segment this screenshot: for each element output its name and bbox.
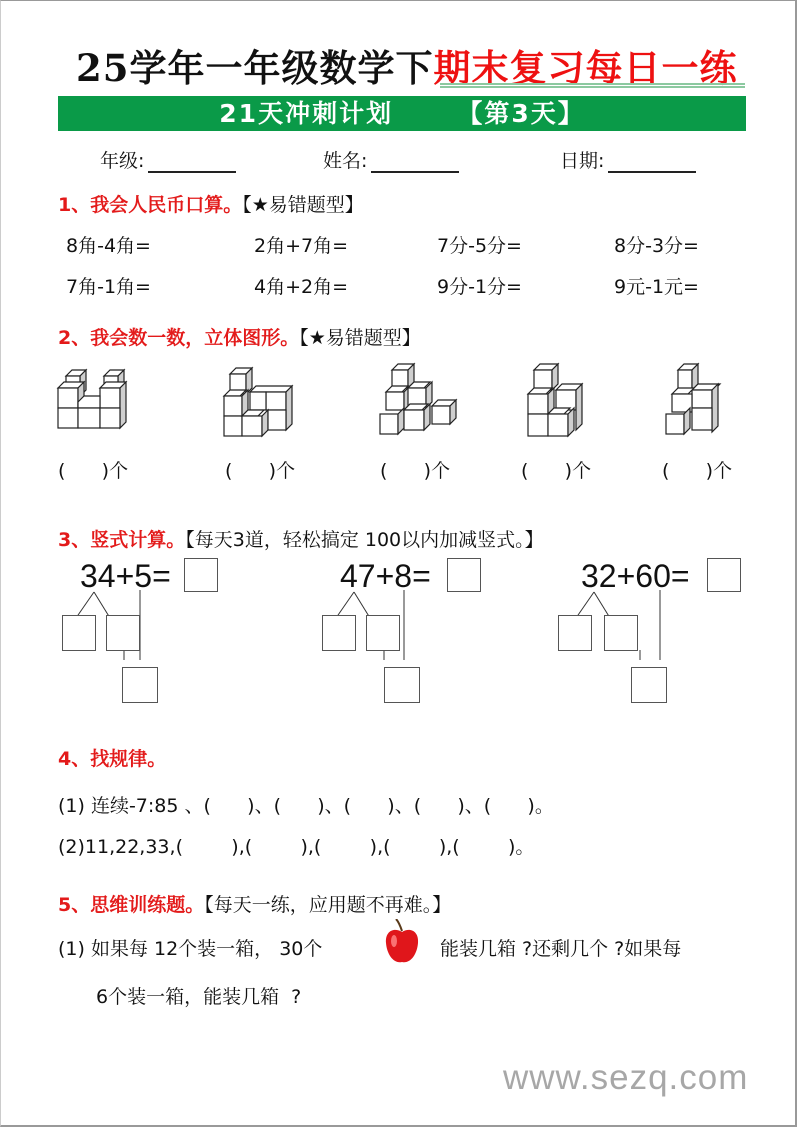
date-field[interactable]: [560, 146, 696, 173]
grade-label: 年级:: [100, 150, 145, 172]
answer-box-3[interactable]: [707, 558, 741, 592]
section-3-title: 3、竖式计算。【每天3道，轻松搞定 100以内加减竖式。】: [58, 529, 544, 551]
cube-count-answer-1[interactable]: ( )个: [58, 460, 129, 482]
split-box-2a[interactable]: [322, 615, 356, 651]
word-problem-line-2: 6个装一箱，能装几箱 ?: [96, 986, 302, 1008]
day-label: 【第3天】: [457, 99, 585, 128]
plan-banner-left: 21天冲刺计划: [219, 99, 394, 128]
section-1-title: 1、我会人民币口算。【★易错题型】: [58, 194, 364, 216]
split-box-1a[interactable]: [62, 615, 96, 651]
cube-count-answer-5[interactable]: ( )个: [662, 460, 733, 482]
title-main: 25学年一年级数学下: [76, 46, 434, 90]
vertical-calc-equation-2: 47+8=: [340, 558, 431, 594]
money-problem[interactable]: 7角-1角=: [66, 276, 151, 298]
pattern-question-1[interactable]: (1) 连续-7:85 、( )、( )、( )、( )、( )。: [58, 795, 554, 817]
worksheet-title: [76, 38, 738, 88]
section-3-tag: 【每天3道，轻松搞定 100以内加减竖式。】: [185, 529, 544, 551]
grade-field[interactable]: [100, 146, 236, 173]
money-problem[interactable]: 8分-3分=: [614, 235, 699, 257]
date-label: 日期:: [560, 150, 605, 172]
money-problem[interactable]: 7分-5分=: [437, 235, 522, 257]
section-2-title: 2、我会数一数，立体图形。【★易错题型】: [58, 327, 421, 349]
plan-banner: [58, 96, 746, 131]
section-2-tag: 【★易错题型】: [299, 327, 421, 349]
money-problem[interactable]: 2角+7角=: [254, 235, 349, 257]
answer-box-1[interactable]: [184, 558, 218, 592]
title-underline: [440, 83, 745, 88]
cube-stack-4-icon: [526, 360, 592, 444]
money-problem[interactable]: 4角+2角=: [254, 276, 349, 298]
name-label: 姓名:: [323, 150, 368, 172]
pattern-question-2[interactable]: (2)11,22,33,( ),( ),( ),( ),( )。: [58, 836, 535, 858]
cube-stack-1-icon: [56, 362, 146, 444]
vertical-calc-equation-3: 32+60=: [581, 558, 690, 594]
section-5-title: 5、思维训练题。【每天一练，应用题不再难。】: [58, 894, 452, 916]
cube-count-answer-3[interactable]: ( )个: [380, 460, 451, 482]
title-highlight: 期末复习每日一练: [433, 46, 738, 90]
split-box-3a[interactable]: [558, 615, 592, 651]
vertical-calc-equation-1: 34+5=: [80, 558, 171, 594]
answer-box-2[interactable]: [447, 558, 481, 592]
name-field[interactable]: [323, 146, 459, 173]
section-4-title: 4、找规律。: [58, 748, 167, 770]
cube-stack-2-icon: [222, 366, 302, 444]
money-problem[interactable]: 9分-1分=: [437, 276, 522, 298]
grade-blank[interactable]: [148, 153, 236, 173]
split-box-2b[interactable]: [366, 615, 400, 651]
name-blank[interactable]: [371, 153, 459, 173]
date-blank[interactable]: [608, 153, 696, 173]
cube-stack-3-icon: [378, 362, 462, 444]
cube-count-answer-2[interactable]: ( )个: [225, 460, 296, 482]
sum-box-3[interactable]: [631, 667, 667, 703]
section-5-tag: 【每天一练，应用题不再难。】: [204, 894, 452, 916]
word-problem-line-1b: 能装几箱 ?还剩几个 ?如果每: [440, 938, 682, 960]
sum-box-1[interactable]: [122, 667, 158, 703]
split-box-1b[interactable]: [106, 615, 140, 651]
split-box-3b[interactable]: [604, 615, 638, 651]
money-problem[interactable]: 8角-4角=: [66, 235, 151, 257]
apple-icon: [384, 919, 420, 965]
sum-box-2[interactable]: [384, 667, 420, 703]
money-problem[interactable]: 9元-1元=: [614, 276, 699, 298]
section-1-tag: 【★易错题型】: [242, 194, 364, 216]
cube-stack-5-icon: [664, 360, 730, 444]
word-problem-line-1a: (1) 如果每 12个装一箱， 30个: [58, 938, 323, 960]
cube-count-answer-4[interactable]: ( )个: [521, 460, 592, 482]
watermark: www.sezq.com: [503, 1058, 749, 1097]
